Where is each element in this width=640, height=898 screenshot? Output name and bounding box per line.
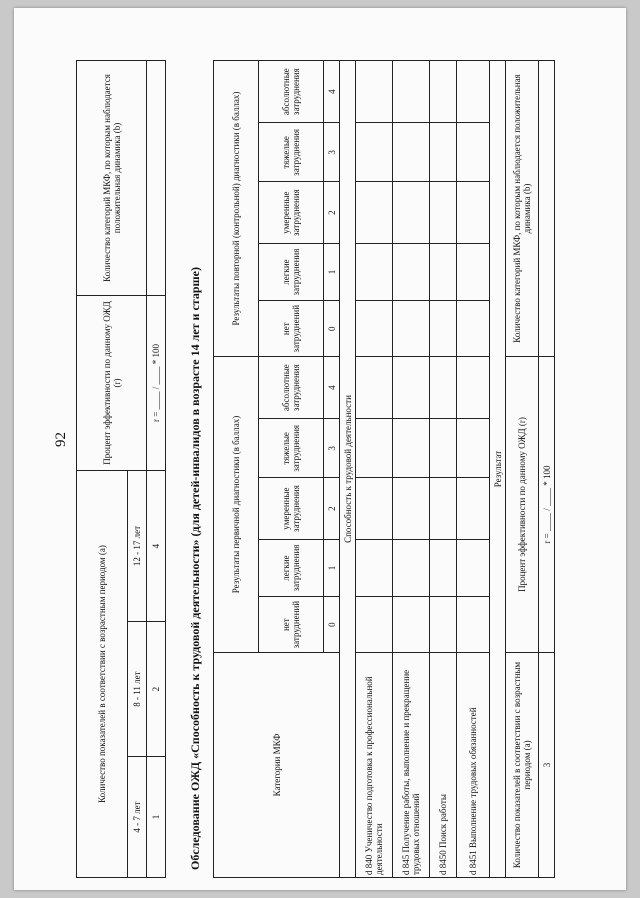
age-value-1: 1	[147, 757, 166, 878]
page-number: 92	[53, 432, 69, 447]
primary-code-3: 3	[324, 419, 340, 478]
repeat-diagnostics-header: Результаты повторной (контрольной) диагностики (в баллах)	[214, 61, 259, 357]
result-percent-header: Процент эффективности по данному ОЖД (r)	[506, 357, 539, 653]
table-row: d 8451 Выполнение трудовых обязанностей	[457, 653, 490, 878]
table-row: d 845 Получение работы, выполнение и прекращение трудовых отношений	[393, 653, 430, 878]
percent-header: Процент эффективности по данному ОЖД (r)	[77, 296, 147, 471]
repeat-code-1: 1	[324, 243, 340, 301]
document-page	[14, 8, 626, 890]
percent-formula: r = ____ / ____ * 100	[147, 296, 166, 471]
primary-level-1: легкие затруднения	[259, 539, 324, 597]
result-dynamics-value	[539, 61, 555, 357]
repeat-level-2: умеренные затруднения	[259, 182, 324, 243]
primary-level-4: абсолютные затруднения	[259, 357, 324, 419]
result-count-value: 3	[539, 653, 555, 878]
age-count-header: Количество показателей в соответствии с возрастным периодом (а)	[77, 471, 128, 878]
primary-level-0: нет затруднений	[259, 597, 324, 653]
table-row: d 840 Ученичество подготовка к профессиональной деятельности	[356, 653, 393, 878]
primary-level-3: тяжелые затруднения	[259, 419, 324, 478]
repeat-level-1: легкие затруднения	[259, 243, 324, 301]
repeat-level-4: абсолютные затруднения	[259, 61, 324, 123]
primary-code-4: 4	[324, 357, 340, 419]
primary-code-1: 1	[324, 539, 340, 597]
primary-code-0: 0	[324, 597, 340, 653]
result-label: Результат	[490, 61, 506, 878]
repeat-level-3: тяжелые затруднения	[259, 123, 324, 182]
repeat-code-2: 2	[324, 182, 340, 243]
assessment-table	[213, 60, 555, 878]
effectiveness-table	[76, 60, 166, 878]
positive-dynamics-header: Количество категорий МКФ, по которым наблюдается положительная динамика (b)	[77, 61, 147, 296]
category-header: Категории МКФ	[214, 653, 340, 878]
table-row: d 8450 Поиск работы	[430, 653, 457, 878]
positive-dynamics-value	[147, 61, 166, 296]
age-group-1: 4 - 7 лет	[128, 757, 147, 878]
result-count-header: Количество показателей в соответствии с возрастным периодом (а)	[506, 653, 539, 878]
repeat-code-3: 3	[324, 123, 340, 182]
section-title: Обследование ОЖД «Способность к трудовой деятельности» (для детей-инвалидов в возрасте 14 лет и старше)	[188, 267, 202, 870]
repeat-level-0: нет затруднений	[259, 301, 324, 357]
repeat-code-4: 4	[324, 61, 340, 123]
age-value-2: 2	[147, 622, 166, 757]
result-dynamics-header: Количество категорий МКФ, по которым наблюдается положительная динамика (b)	[506, 61, 539, 357]
rotated-content	[76, 41, 636, 886]
age-group-2: 8 - 11 лет	[128, 622, 147, 757]
subsection-title: Способность к трудовой деятельности	[340, 61, 356, 878]
result-formula: r = ____ / ____ * 100	[539, 357, 555, 653]
age-value-3: 4	[147, 471, 166, 622]
primary-level-2: умеренные затруднения	[259, 478, 324, 539]
primary-diagnostics-header: Результаты первичной диагностики (в баллах)	[214, 357, 259, 653]
repeat-code-0: 0	[324, 301, 340, 357]
age-group-3: 12 - 17 лет	[128, 471, 147, 622]
primary-code-2: 2	[324, 478, 340, 539]
